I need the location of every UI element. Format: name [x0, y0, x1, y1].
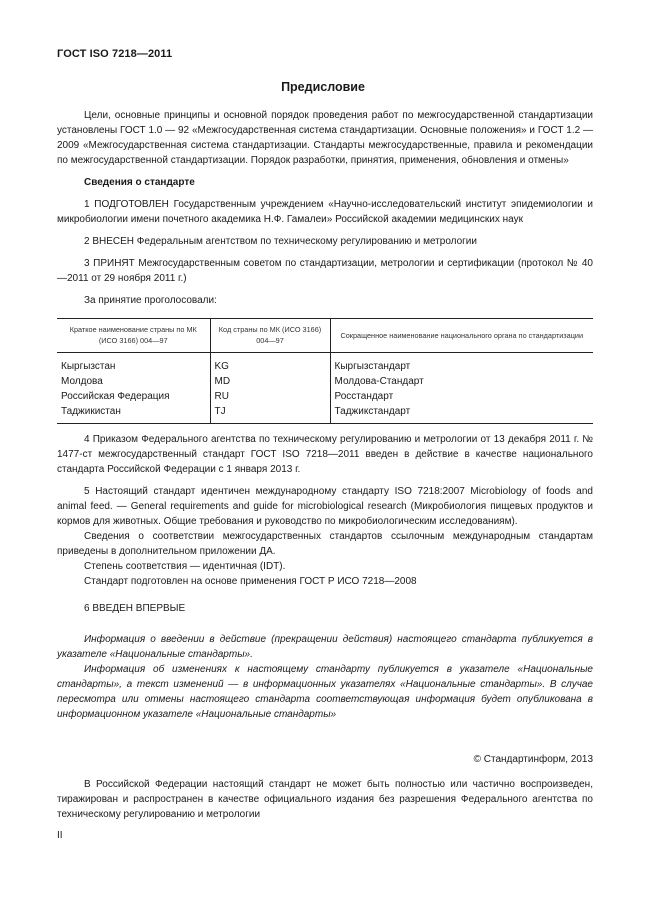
copyright-notice: © Стандартинформ, 2013: [473, 754, 593, 765]
header-body: Сокращенное наименование национального органа по стандартизации: [330, 319, 593, 353]
page-title: Предисловие: [281, 80, 365, 94]
item-5-references: Сведения о соответствии межгосударственных стандартов ссылочным международным стандартам приведены в дополнительном приложении ДА.: [57, 531, 593, 557]
item-5-degree: Степень соответствия — идентичная (IDT).: [84, 561, 286, 572]
body-cell: Таджикстандарт: [330, 404, 593, 424]
item-5-basis: Стандарт подготовлен на основе применения ГОСТ Р ИСО 7218—2008: [84, 576, 417, 587]
body-cell: Молдова-Стандарт: [330, 374, 593, 389]
section-heading: Сведения о стандарте: [84, 177, 195, 188]
reproduction-notice: [57, 777, 593, 822]
item-4-paragraph: 4 Приказом Федерального агентства по техническому регулированию и метрологии от 13 декабря 2011 г. № 1477-ст межгосударственный стандарт ГОСТ ISO 7218—2011 введен в действие в качестве национального стандарта Российской Федерации с 1 января 2013 г.: [57, 434, 593, 475]
code-cell: MD: [210, 374, 330, 389]
code-cell: KG: [210, 353, 330, 375]
reproduction-text: В Российской Федерации настоящий стандарт не может быть полностью или частично воспроизведен, тиражирован и распространен в качестве официального издания без разрешения Федерального агентства по техническому регулированию и метрологии: [57, 779, 593, 820]
votes-table: [57, 318, 593, 424]
header-code: Код страны по МК (ИСО 3166) 004—97: [210, 319, 330, 353]
body-cell: Росстандарт: [330, 389, 593, 404]
preface-details-block: [57, 432, 593, 722]
item-2-paragraph: 2 ВНЕСЕН Федеральным агентством по техническому регулированию и метрологии: [84, 236, 477, 247]
votes-intro: За принятие проголосовали:: [84, 295, 217, 306]
table-row: [57, 353, 593, 375]
standard-header: ГОСТ ISO 7218—2011: [57, 48, 173, 60]
country-cell: Таджикистан: [57, 404, 210, 424]
item-6-paragraph: 6 ВВЕДЕН ВПЕРВЫЕ: [84, 603, 186, 614]
code-cell: RU: [210, 389, 330, 404]
code-cell: TJ: [210, 404, 330, 424]
info-note-2: Информация об изменениях к настоящему стандарту публикуется в указателе «Национальные стандарты», а текст изменений — в информационных указателях «Национальные стандарты». В случае пересмотра или отмены настоящего стандарта соответствующая информация будет опубликована в информационном указателе «Национальные стандарты»: [57, 664, 593, 720]
preface-intro-block: [57, 108, 593, 308]
country-cell: Российская Федерация: [61, 391, 170, 402]
item-3-paragraph: 3 ПРИНЯТ Межгосударственным советом по стандартизации, метрологии и сертификации (протокол № 40—2011 от 29 ноября 2011 г.): [57, 258, 593, 284]
page-number: II: [57, 830, 63, 841]
body-cell: Кыргызстандарт: [330, 353, 593, 375]
table-row: [57, 404, 593, 424]
table-row: [57, 389, 593, 404]
item-1-paragraph: 1 ПОДГОТОВЛЕН Государственным учреждением «Научно-исследовательский институт эпидемиологии и микробиологии имени почетного академика Н.Ф. Гамалеи» Российской академии медицинских наук: [57, 199, 593, 225]
country-cell: Молдова: [61, 376, 103, 387]
header-country: Краткое наименование страны по МК (ИСО 3166) 004—97: [57, 319, 210, 353]
table-row: [57, 374, 593, 389]
info-note-1: Информация о введении в действие (прекращении действия) настоящего стандарта публикуется в указателе «Национальные стандарты».: [57, 634, 593, 660]
item-5-paragraph: 5 Настоящий стандарт идентичен международному стандарту ISO 7218:2007 Microbiology of foods and animal feed. — General requirements and guide for microbiological research (Микробиология пищевых продуктов и кормов для животных. Общие требования и руководство по микробиологическим исследованиям).: [57, 486, 593, 527]
country-cell: Кыргызстан: [61, 361, 116, 372]
table-header-row: [57, 319, 593, 353]
intro-paragraph: Цели, основные принципы и основной порядок проведения работ по межгосударственной стандартизации установлены ГОСТ 1.0 — 92 «Межгосударственная система стандартизации. Основные положения» и ГОСТ 1.2 — 2009 «Межгосударственная система стандартизации. Стандарты межгосударственные, правила и рекомендации по межгосударственной стандартизации. Порядок разработки, принятия, применения, обновления и отмены»: [57, 110, 593, 166]
